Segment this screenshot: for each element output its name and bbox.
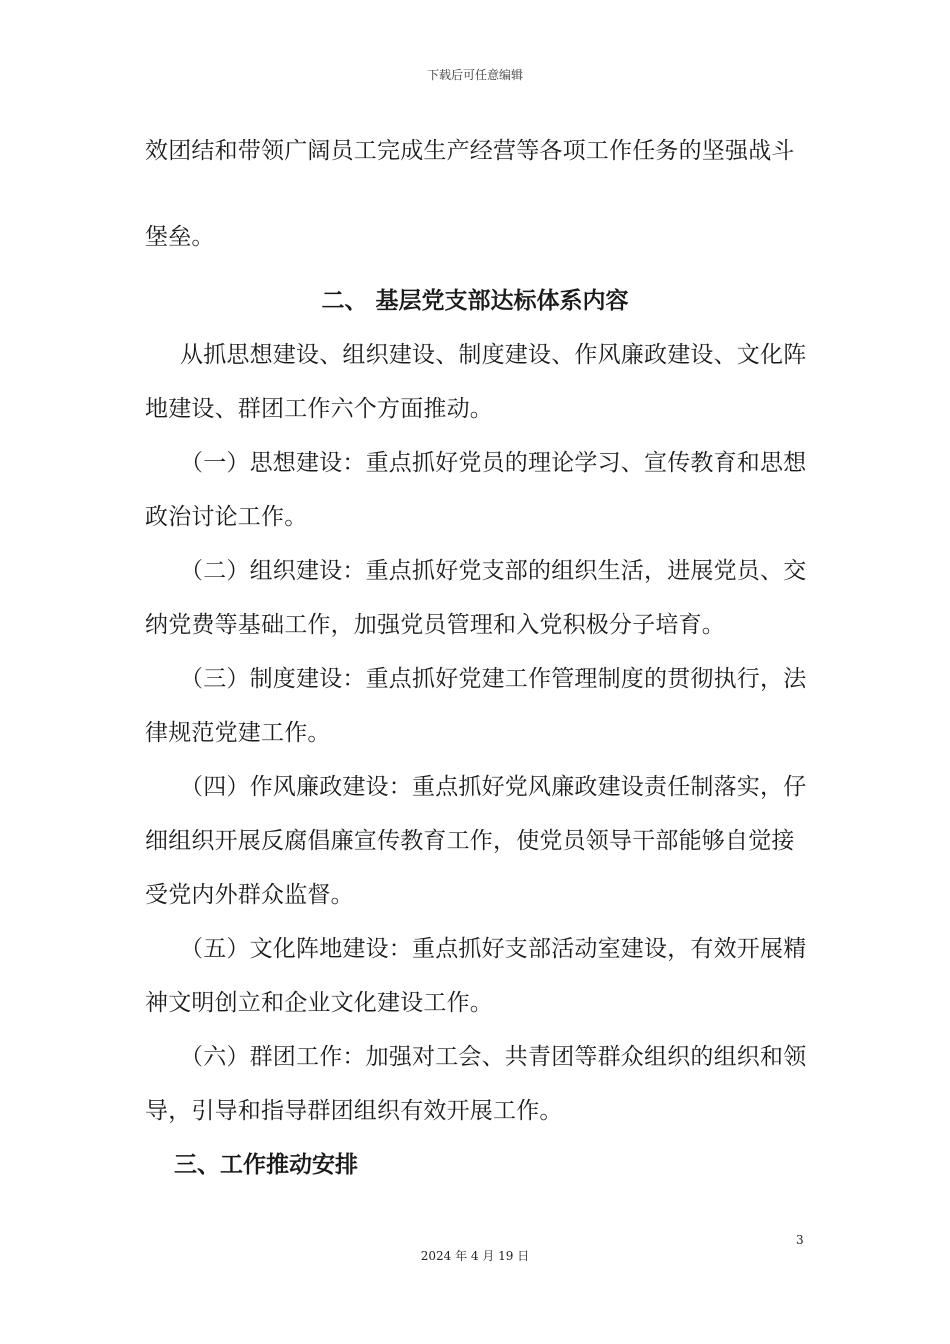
section-heading: 二、 基层党支部达标体系内容: [321, 288, 629, 314]
paragraph-line: （六）群团工作：加强对工会、共青团等群众组织的组织和领: [180, 1044, 807, 1070]
paragraph-line: 细组织开展反腐倡廉宣传教育工作，使党员领导干部能够自觉接: [145, 828, 795, 854]
paragraph-line: 地建设、群团工作六个方面推动。: [145, 396, 493, 422]
paragraph-line: 神文明创立和企业文化建设工作。: [145, 990, 493, 1016]
section-heading: 三、工作推动安排: [174, 1152, 358, 1178]
paragraph-line: （一）思想建设：重点抓好党员的理论学习、宣传教育和思想: [180, 450, 807, 476]
paragraph-line: （三）制度建设：重点抓好党建工作管理制度的贯彻执行，法: [180, 666, 807, 692]
footer-date: 2024 年 4 月 19 日: [420, 1249, 530, 1263]
page-number: 3: [796, 1233, 804, 1247]
paragraph-line: 从抓思想建设、组织建设、制度建设、作风廉政建设、文化阵: [180, 342, 807, 368]
header-note: 下载后可任意编辑: [426, 68, 523, 82]
paragraph-line: 律规范党建工作。: [145, 720, 331, 746]
paragraph-line: （四）作风廉政建设：重点抓好党风廉政建设责任制落实，仔: [180, 774, 807, 800]
paragraph-line: 效团结和带领广阔员工完成生产经营等各项工作任务的坚强战斗: [145, 138, 795, 164]
paragraph-line: 导，引导和指导群团组织有效开展工作。: [145, 1098, 563, 1124]
paragraph-line: 堡垒。: [145, 224, 215, 250]
paragraph-line: （五）文化阵地建设：重点抓好支部活动室建设，有效开展精: [180, 936, 807, 962]
paragraph-line: 受党内外群众监督。: [145, 882, 354, 908]
paragraph-line: 纳党费等基础工作，加强党员管理和入党积极分子培育。: [145, 612, 725, 638]
paragraph-line: 政治讨论工作。: [145, 504, 308, 530]
paragraph-line: （二）组织建设：重点抓好党支部的组织生活，进展党员、交: [180, 558, 807, 584]
